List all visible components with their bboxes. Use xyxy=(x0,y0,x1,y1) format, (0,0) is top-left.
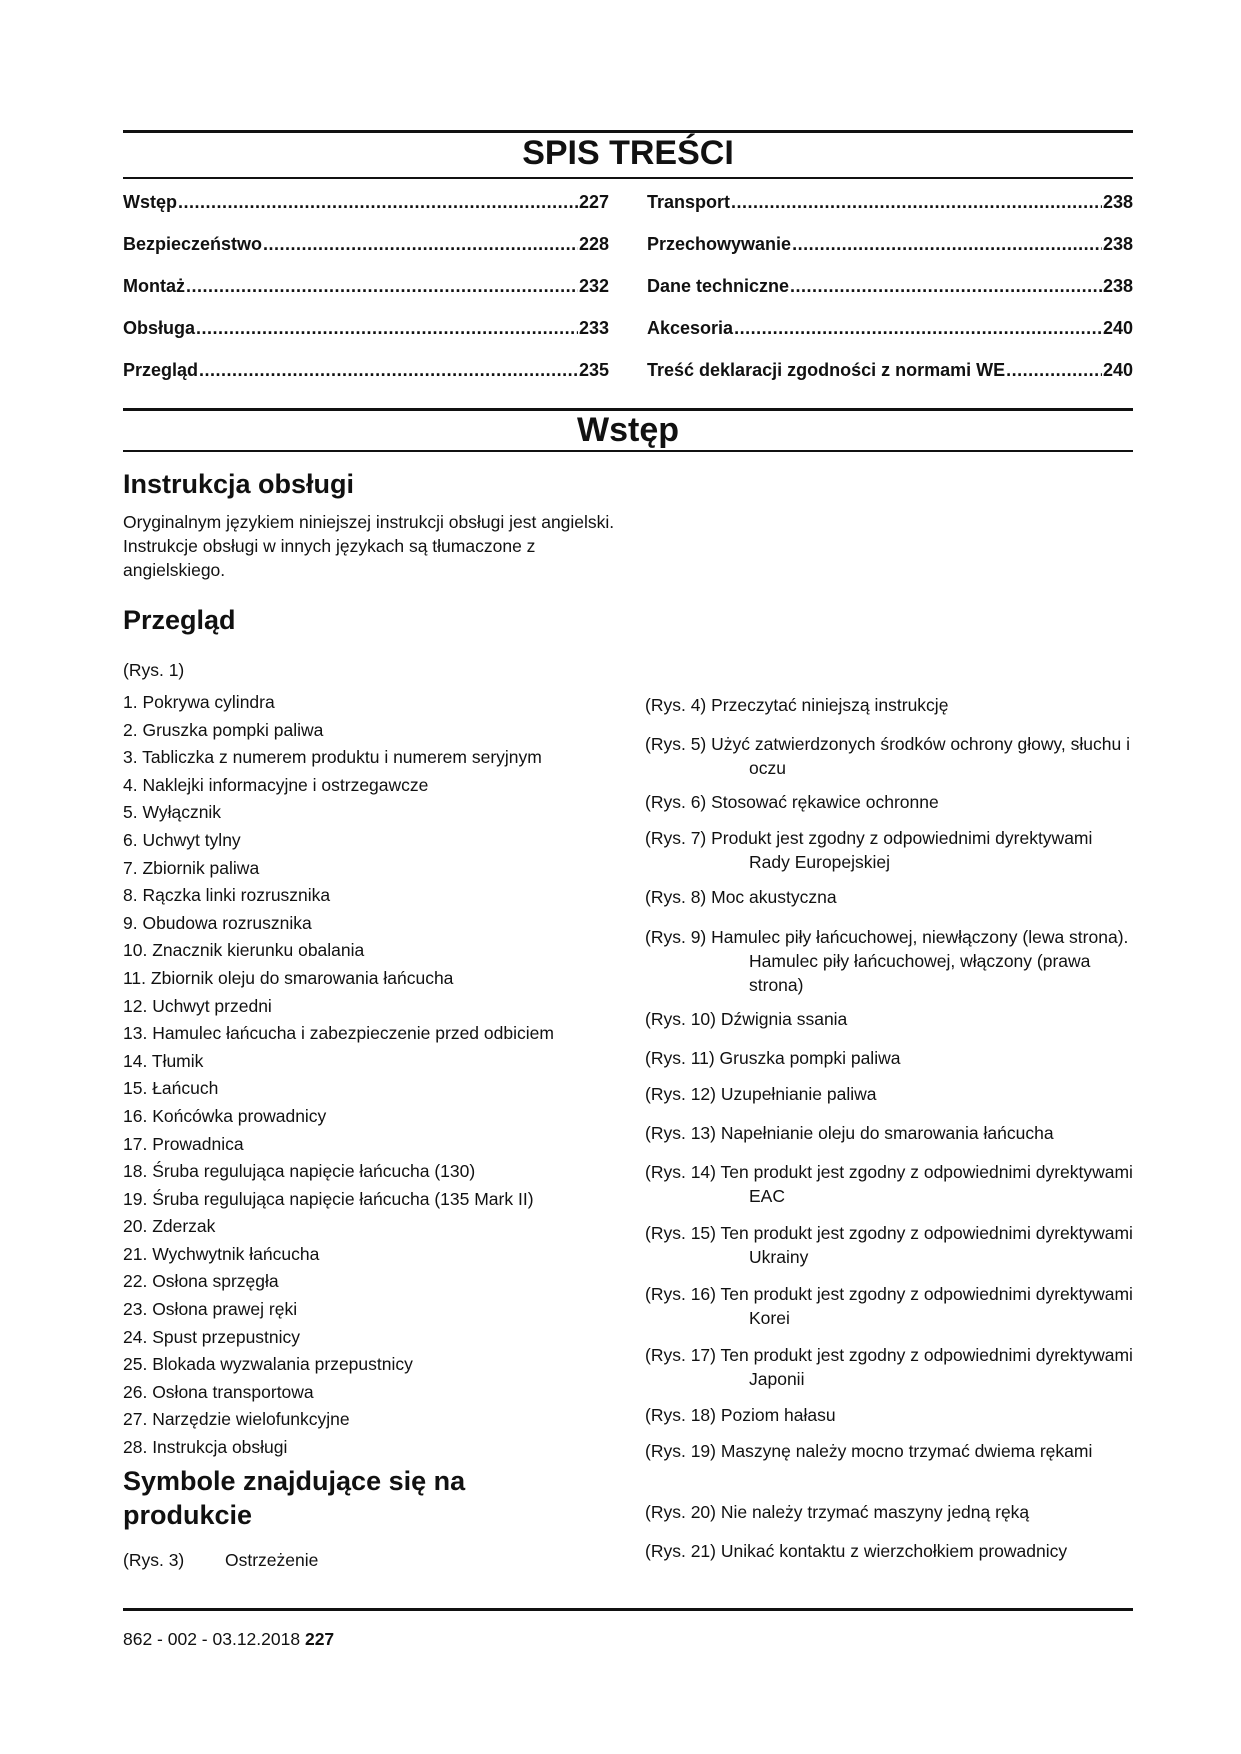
list-item: 19. Śruba regulująca napięcie łańcucha (135 Mark II) xyxy=(123,1188,534,1209)
document-reference: 862 - 002 - 03.12.2018 xyxy=(123,1629,301,1649)
toc-leader xyxy=(263,234,578,255)
symbol-entry xyxy=(645,925,1135,997)
list-item: 8. Rączka linki rozrusznika xyxy=(123,885,331,906)
list-item: 20. Zderzak xyxy=(123,1216,216,1237)
toc-entry[interactable] xyxy=(123,318,609,360)
list-item: 23. Osłona prawej ręki xyxy=(123,1299,298,1320)
section-title: Wstęp xyxy=(577,411,679,449)
toc-leader xyxy=(178,192,578,213)
list-item: 17. Prowadnica xyxy=(123,1133,244,1154)
toc-entry[interactable] xyxy=(123,192,609,234)
toc-entry-page: 227 xyxy=(578,192,609,212)
symbol-entry xyxy=(645,885,1135,909)
symbol-text: (Rys. 18) Poziom hałasu xyxy=(645,1405,836,1425)
toc-entry-label: Montaż xyxy=(123,276,185,296)
page-footer xyxy=(123,1629,334,1650)
toc-entry-label: Treść deklaracji zgodności z normami WE xyxy=(647,360,1006,380)
list-item: 21. Wychwytnik łańcucha xyxy=(123,1243,320,1264)
symbol-text: Ostrzeżenie xyxy=(225,1550,319,1570)
symbol-entry xyxy=(645,1282,1135,1330)
symbol-text: (Rys. 12) Uzupełnianie paliwa xyxy=(645,1084,877,1104)
toc-entry-page: 240 xyxy=(1102,360,1133,380)
footer-divider xyxy=(123,1608,1133,1611)
toc-entry-label: Transport xyxy=(647,192,731,212)
toc-leader xyxy=(731,192,1102,213)
list-item: 1. Pokrywa cylindra xyxy=(123,692,275,712)
toc-leader xyxy=(734,318,1102,339)
divider xyxy=(123,450,1133,452)
list-item: 26. Osłona transportowa xyxy=(123,1381,314,1402)
symbol-entry xyxy=(645,732,1135,780)
symbol-text: (Rys. 10) Dźwignia ssania xyxy=(645,1009,848,1029)
symbol-text: (Rys. 5) Użyć zatwierdzonych środków ochrony głowy, słuchu i oczu xyxy=(645,734,1130,778)
symbol-text: (Rys. 11) Gruszka pompki paliwa xyxy=(645,1048,901,1068)
symbol-text: (Rys. 7) Produkt jest zgodny z odpowiednimi dyrektywami Rady Europejskiej xyxy=(645,828,1093,872)
list-item: 2. Gruszka pompki paliwa xyxy=(123,719,324,740)
toc-entry-page: 238 xyxy=(1102,234,1133,254)
list-item: 5. Wyłącznik xyxy=(123,802,222,823)
toc-leader xyxy=(1006,360,1102,381)
toc-entry-page: 228 xyxy=(578,234,609,254)
list-item: 13. Hamulec łańcucha i zabezpieczenie przed odbiciem xyxy=(123,1023,554,1044)
symbol-entry xyxy=(645,1403,1135,1427)
symbol-entry xyxy=(645,1221,1135,1269)
overview-figure-ref: (Rys. 1) xyxy=(123,660,185,680)
toc-entry-label: Akcesoria xyxy=(647,318,734,338)
toc-entry-page: 240 xyxy=(1102,318,1133,338)
list-item: 18. Śruba regulująca napięcie łańcucha (130) xyxy=(123,1161,476,1182)
symbol-text: (Rys. 21) Unikać kontaktu z wierzchołkiem prowadnicy xyxy=(645,1541,1068,1561)
list-item: 10. Znacznik kierunku obalania xyxy=(123,940,365,961)
toc-leader xyxy=(792,234,1102,255)
toc-leader xyxy=(196,318,578,339)
symbol-entry xyxy=(645,826,1135,874)
list-item: 3. Tabliczka z numerem produktu i numerem seryjnym xyxy=(123,747,542,768)
symbol-text: (Rys. 19) Maszynę należy mocno trzymać dwiema rękami xyxy=(645,1441,1093,1461)
toc-entry-page: 235 xyxy=(578,360,609,380)
manual-heading: Instrukcja obsługi xyxy=(123,469,355,499)
list-item: 16. Końcówka prowadnicy xyxy=(123,1105,327,1126)
symbol-text: (Rys. 8) Moc akustyczna xyxy=(645,887,837,907)
symbol-entry xyxy=(645,1500,1135,1524)
list-item: 15. Łańcuch xyxy=(123,1078,219,1099)
toc-entry-page: 238 xyxy=(1102,276,1133,296)
symbol-entry xyxy=(645,1121,1135,1145)
toc-entry[interactable] xyxy=(647,360,1133,402)
toc-leader xyxy=(790,276,1102,297)
symbol-entry xyxy=(645,1160,1135,1208)
symbol-ref: (Rys. 3) xyxy=(123,1550,185,1570)
symbol-entry xyxy=(645,790,1135,814)
toc-entry-label: Dane techniczne xyxy=(647,276,790,296)
list-item: 12. Uchwyt przedni xyxy=(123,995,272,1016)
overview-list xyxy=(123,689,643,1462)
list-item: 28. Instrukcja obsługi xyxy=(123,1437,288,1458)
toc-title: SPIS TREŚCI xyxy=(522,134,734,172)
toc-entry[interactable] xyxy=(123,234,609,276)
list-item: 22. Osłona sprzęgła xyxy=(123,1271,279,1292)
symbol-text: (Rys. 16) Ten produkt jest zgodny z odpowiednimi dyrektywami Korei xyxy=(645,1284,1133,1328)
toc-leader xyxy=(186,276,578,297)
symbol-text: (Rys. 13) Napełnianie oleju do smarowania łańcucha xyxy=(645,1123,1054,1143)
toc-entry[interactable] xyxy=(647,192,1133,234)
toc-left-column xyxy=(123,192,609,402)
symbol-entry xyxy=(645,1343,1135,1391)
manual-text: Oryginalnym językiem niniejszej instrukcji obsługi jest angielski. Instrukcje obsługi w innych językach są tłumaczone z angielskiego. xyxy=(123,512,615,580)
symbol-entry xyxy=(645,693,1135,717)
symbol-text: (Rys. 6) Stosować rękawice ochronne xyxy=(645,792,939,812)
symbol-text: (Rys. 20) Nie należy trzymać maszyny jedną ręką xyxy=(645,1502,1030,1522)
list-item: 11. Zbiornik oleju do smarowania łańcucha xyxy=(123,967,454,988)
toc-entry[interactable] xyxy=(123,276,609,318)
toc-entry[interactable] xyxy=(647,234,1133,276)
list-item: 4. Naklejki informacyjne i ostrzegawcze xyxy=(123,774,429,795)
toc-entry[interactable] xyxy=(647,276,1133,318)
toc-entry-label: Obsługa xyxy=(123,318,196,338)
symbol-text: (Rys. 15) Ten produkt jest zgodny z odpowiednimi dyrektywami Ukrainy xyxy=(645,1223,1133,1267)
toc-entry-label: Bezpieczeństwo xyxy=(123,234,263,254)
toc-right-column xyxy=(647,192,1133,402)
toc-entry-page: 233 xyxy=(578,318,609,338)
symbol-text: (Rys. 4) Przeczytać niniejszą instrukcję xyxy=(645,695,949,715)
overview-heading: Przegląd xyxy=(123,605,236,635)
toc-entry-label: Wstęp xyxy=(123,192,177,212)
symbol-entry xyxy=(645,1007,1135,1031)
list-item: 24. Spust przepustnicy xyxy=(123,1326,301,1347)
toc-entry[interactable] xyxy=(123,360,609,402)
list-item: 9. Obudowa rozrusznika xyxy=(123,912,312,933)
toc-entry-page: 232 xyxy=(578,276,609,296)
symbols-heading: Symbole znajdujące się na produkcie xyxy=(123,1466,466,1530)
list-item: 7. Zbiornik paliwa xyxy=(123,857,260,878)
page-number: 227 xyxy=(304,1629,335,1649)
toc-entry[interactable] xyxy=(647,318,1133,360)
symbol-entry xyxy=(645,1439,1135,1463)
symbol-entry xyxy=(645,1082,1135,1106)
toc-leader xyxy=(199,360,578,381)
list-item: 27. Narzędzie wielofunkcyjne xyxy=(123,1409,350,1430)
symbol-text: (Rys. 17) Ten produkt jest zgodny z odpowiednimi dyrektywami Japonii xyxy=(645,1345,1133,1389)
list-item: 25. Blokada wyzwalania przepustnicy xyxy=(123,1354,413,1375)
toc-entry-page: 238 xyxy=(1102,192,1133,212)
toc-entry-label: Przegląd xyxy=(123,360,199,380)
list-item: 14. Tłumik xyxy=(123,1050,204,1071)
toc-entry-label: Przechowywanie xyxy=(647,234,792,254)
symbol-entry xyxy=(645,1046,1135,1070)
symbol-text: (Rys. 14) Ten produkt jest zgodny z odpowiednimi dyrektywami EAC xyxy=(645,1162,1133,1206)
symbol-text: (Rys. 9) Hamulec piły łańcuchowej, niewłączony (lewa strona). Hamulec piły łańcuchowej, włączony (prawa strona) xyxy=(645,927,1129,995)
list-item: 6. Uchwyt tylny xyxy=(123,829,241,850)
symbol-entry xyxy=(645,1539,1135,1563)
divider xyxy=(123,177,1133,179)
